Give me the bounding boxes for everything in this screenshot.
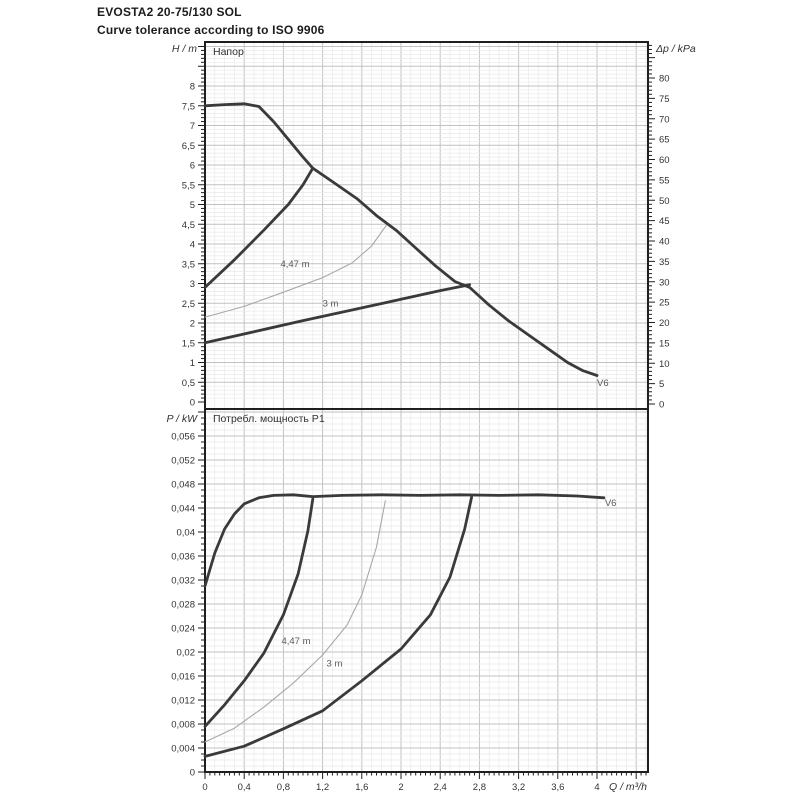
x-axis-title: Q / m³/h — [609, 781, 647, 793]
y2-tick-label: 20 — [659, 318, 670, 329]
y2-tick-label: 80 — [659, 73, 670, 85]
y-tick-label: 0,004 — [171, 743, 195, 755]
curve-label: 3 m — [322, 298, 339, 310]
y-tick-label: 0,008 — [171, 719, 195, 731]
x-tick-label: 3,6 — [551, 782, 565, 793]
x-tick-label: 0 — [202, 782, 208, 793]
x-tick-label: 2 — [398, 782, 404, 793]
chart-title: Напор — [213, 46, 244, 58]
y2-tick-label: 70 — [659, 114, 670, 126]
y2-tick-label: 75 — [659, 93, 670, 105]
y2-tick-label: 45 — [659, 216, 670, 228]
y-tick-label: 2,5 — [181, 298, 195, 310]
y-tick-label: 0,02 — [176, 647, 195, 659]
y-tick-label: 0,012 — [171, 695, 195, 707]
curve-label: 4,47 m — [281, 636, 311, 648]
right-axis — [648, 45, 670, 410]
left-axis — [171, 412, 205, 779]
y-tick-label: 0,048 — [171, 479, 195, 491]
y-axis-title: P / kW — [166, 413, 197, 425]
y-tick-label: 3 — [189, 279, 195, 290]
y-tick-label: 4 — [189, 239, 195, 251]
y-tick-label: 3,5 — [181, 259, 195, 271]
curve-label: V6 — [604, 498, 617, 510]
chart-frame — [205, 42, 648, 409]
y2-tick-label: 40 — [659, 236, 670, 248]
y-tick-label: 1,5 — [181, 338, 195, 350]
x-tick-label: 0,8 — [276, 782, 291, 793]
y-tick-label: 0 — [189, 397, 195, 409]
curve-label: V6 — [597, 378, 609, 390]
y2-tick-label: 15 — [659, 338, 670, 350]
x-tick-label: 2,8 — [472, 782, 487, 793]
y-tick-label: 2 — [189, 318, 195, 330]
y2-tick-label: 10 — [659, 358, 670, 370]
y2-tick-label: 65 — [659, 134, 670, 146]
y-tick-label: 0,028 — [171, 599, 195, 611]
y-tick-label: 5 — [189, 200, 195, 211]
y-tick-label: 6,5 — [181, 140, 195, 152]
left-axis — [182, 47, 205, 409]
x-axis — [202, 772, 646, 793]
x-tick-label: 1,2 — [315, 782, 330, 793]
y-tick-label: 7,5 — [181, 101, 195, 113]
x-tick-label: 2,4 — [433, 782, 447, 793]
y2-tick-label: 5 — [659, 379, 665, 391]
y-tick-label: 1 — [189, 358, 195, 369]
chart-title: Потребл. мощность P1 — [213, 413, 325, 425]
y-tick-label: 0 — [189, 767, 195, 779]
head-chart — [172, 42, 696, 411]
x-tick-label: 0,4 — [237, 782, 251, 793]
y-tick-label: 0,056 — [171, 431, 195, 443]
y-axis-title: H / m — [171, 43, 197, 55]
curve-label: 3 m — [326, 658, 343, 670]
grid — [205, 409, 648, 772]
y-tick-label: 0,036 — [171, 551, 195, 563]
y2-tick-label: 50 — [659, 195, 670, 207]
y2-tick-label: 30 — [659, 277, 670, 289]
y-tick-label: 4,5 — [181, 219, 195, 231]
y-tick-label: 0,044 — [171, 503, 195, 515]
y2-tick-label: 25 — [659, 297, 670, 309]
y-tick-label: 0,04 — [176, 527, 195, 539]
y-tick-label: 6 — [189, 160, 195, 172]
grid — [205, 42, 648, 409]
y2-tick-label: 60 — [659, 155, 670, 166]
y2-axis-title: Δp / kPa — [656, 43, 696, 55]
y-tick-label: 0,5 — [181, 377, 195, 389]
page-subtitle: Curve tolerance according to ISO 9906 — [97, 23, 325, 37]
setpoint-6m-power-curve — [205, 499, 313, 726]
y-tick-label: 0,052 — [171, 455, 195, 467]
y2-tick-label: 55 — [659, 175, 670, 187]
y-tick-label: 0,024 — [171, 623, 195, 635]
page-title: EVOSTA2 20-75/130 SOL — [97, 5, 242, 19]
x-tick-label: 3,2 — [511, 782, 526, 793]
curve-label: 4,47 m — [280, 258, 310, 270]
y-tick-label: 0,032 — [171, 575, 195, 587]
y2-tick-label: 35 — [659, 256, 670, 268]
y-tick-label: 8 — [189, 81, 195, 93]
chart-frame — [205, 409, 648, 772]
y2-tick-label: 0 — [659, 399, 665, 411]
power-chart — [166, 409, 648, 793]
x-tick-label: 1,6 — [355, 782, 369, 793]
y-tick-label: 7 — [189, 121, 195, 132]
curves — [205, 495, 604, 757]
setpoint-3m-power-curve — [205, 497, 472, 756]
y-tick-label: 5,5 — [181, 180, 195, 192]
y-tick-label: 0,016 — [171, 671, 195, 683]
x-tick-label: 4 — [594, 782, 600, 793]
